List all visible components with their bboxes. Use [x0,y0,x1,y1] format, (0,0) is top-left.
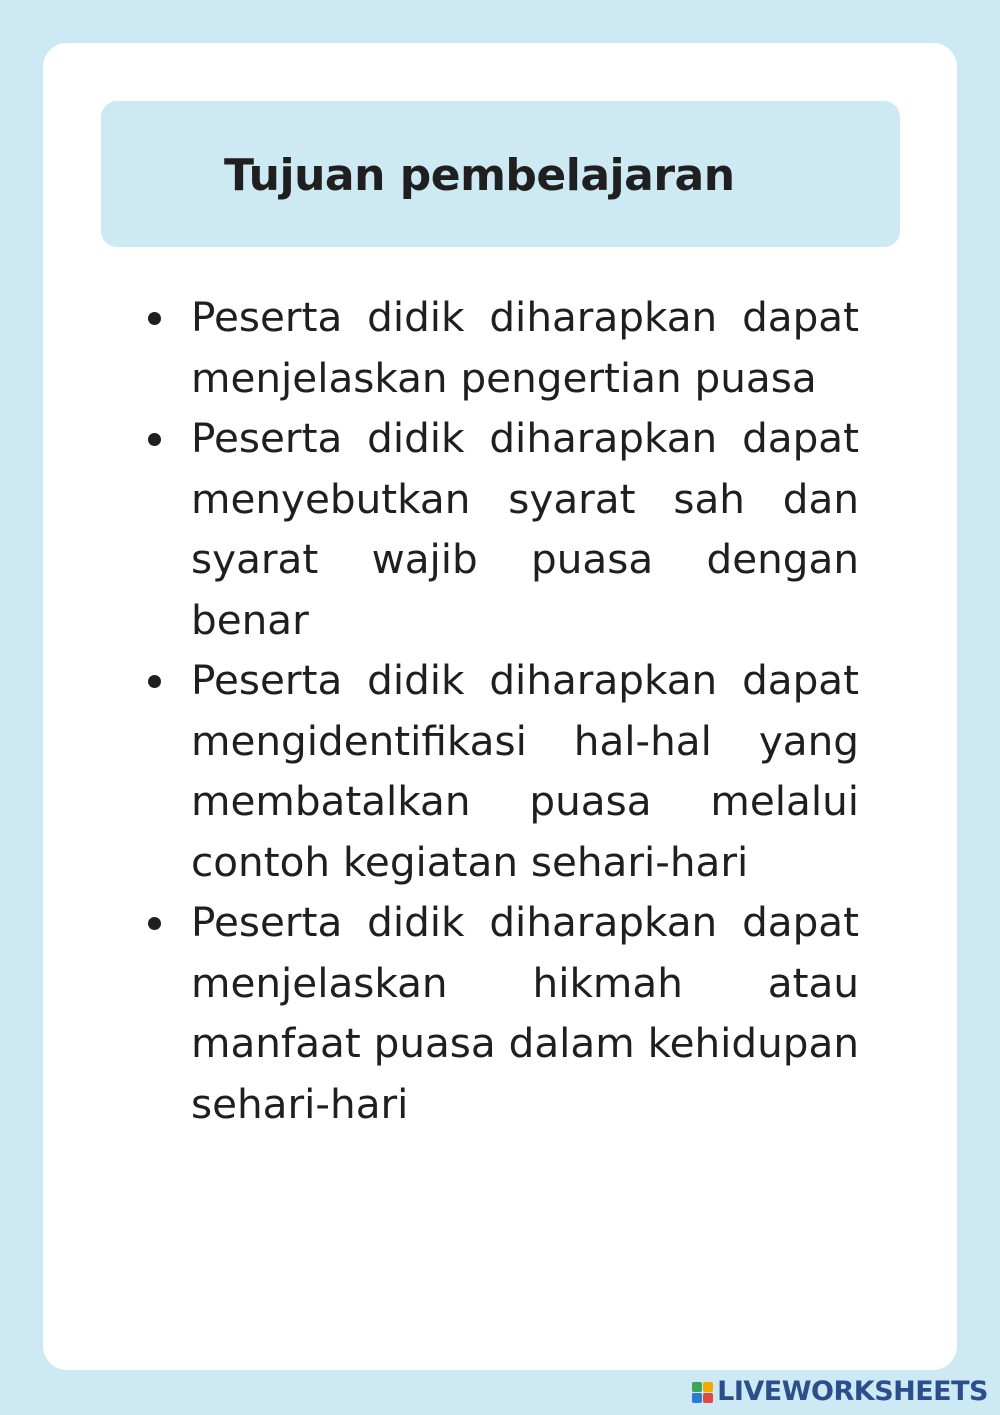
objective-text: Peserta didik diharapkan dapat menjelaskan pengertian puasa [191,293,859,402]
watermark-text: LIVEWORKSHEETS [717,1376,988,1407]
objective-item [191,408,859,650]
objective-text: Peserta didik diharapkan dapat menjelaskan hikmah atau manfaat puasa dalam kehidupan sehari-hari [191,898,859,1128]
logo-cell [692,1382,702,1392]
objective-item [191,287,859,408]
logo-cell [703,1382,713,1392]
liveworksheets-watermark [692,1375,988,1409]
logo-cell [703,1393,713,1403]
objective-item [191,892,859,1134]
title-banner [101,101,900,247]
page-title: Tujuan pembelajaran [224,150,735,201]
bullet-icon [148,312,161,325]
learning-objectives-list [191,287,859,1134]
objective-text: Peserta didik diharapkan dapat mengidentifikasi hal-hal yang membatalkan puasa melalui contoh kegiatan sehari-hari [191,656,859,886]
liveworksheets-logo-icon [692,1382,713,1403]
objective-item [191,650,859,892]
bullet-icon [148,675,161,688]
logo-cell [692,1393,702,1403]
bullet-icon [148,433,161,446]
worksheet-card [43,43,957,1370]
objective-text: Peserta didik diharapkan dapat menyebutkan syarat sah dan syarat wajib puasa dengan benar [191,414,859,644]
bullet-icon [148,917,161,930]
